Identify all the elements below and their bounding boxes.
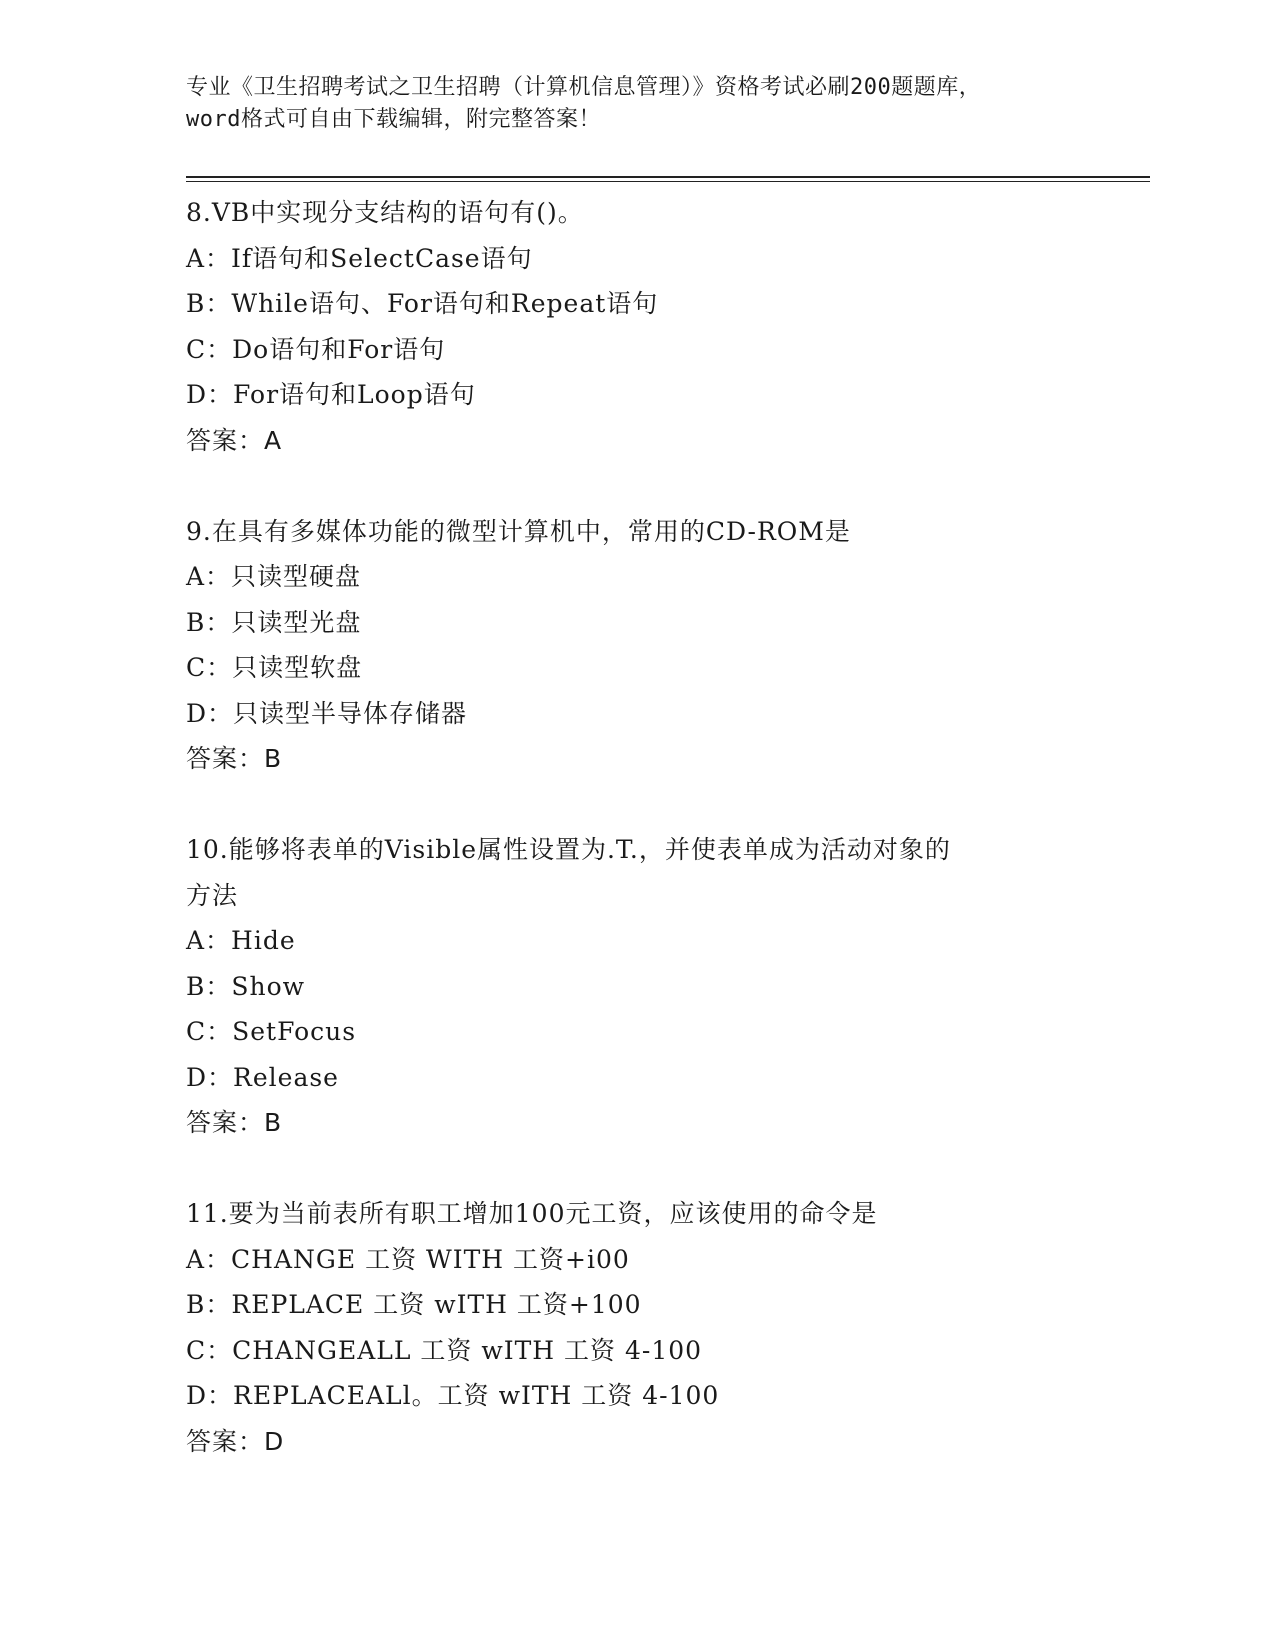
option-b: B：While语句、For语句和Repeat语句 [186, 289, 659, 318]
document-header [186, 72, 1086, 136]
question-block [186, 827, 1086, 1146]
header-line-1: 专业《卫生招聘考试之卫生招聘（计算机信息管理）》资格考试必刷200题题库， [186, 75, 982, 100]
question-text: 11.要为当前表所有职工增加100元工资，应该使用的命令是 [186, 1199, 878, 1228]
answer-text: 答案：D [186, 1426, 285, 1456]
spacer [186, 463, 1086, 509]
question-text-continued: 方法 [186, 880, 239, 910]
option-a: A：只读型硬盘 [186, 562, 362, 591]
spacer [186, 1146, 1086, 1192]
option-a: A：CHANGE 工资 WITH 工资+i00 [186, 1244, 630, 1274]
option-d: D：REPLACEALl。工资 wITH 工资 4-100 [186, 1381, 720, 1410]
header-divider-thin [186, 181, 1150, 182]
question-list [186, 190, 1086, 1464]
option-a: A：Hide [186, 926, 296, 955]
option-b: B：REPLACE 工资 wITH 工资+100 [186, 1290, 642, 1319]
option-d: D：只读型半导体存储器 [186, 698, 468, 728]
option-c: C：Do语句和For语句 [186, 334, 446, 364]
answer-text: 答案：B [186, 744, 283, 773]
question-text: 10.能够将表单的Visible属性设置为.T.，并使表单成为活动对象的 [186, 835, 951, 864]
spacer [186, 782, 1086, 828]
header-divider [186, 176, 1150, 178]
answer-text: 答案：A [186, 425, 283, 455]
option-b: B：Show [186, 971, 306, 1001]
question-text: 9.在具有多媒体功能的微型计算机中，常用的CD-ROM是 [186, 516, 851, 546]
question-text: 8.VB中实现分支结构的语句有()。 [186, 198, 584, 227]
option-c: C：只读型软盘 [186, 653, 363, 682]
question-block [186, 190, 1086, 463]
option-c: C：CHANGEALL 工资 wITH 工资 4-100 [186, 1335, 703, 1365]
option-a: A：If语句和SelectCase语句 [186, 243, 533, 273]
option-d: D：Release [186, 1062, 339, 1092]
question-block [186, 1191, 1086, 1464]
option-c: C：SetFocus [186, 1017, 357, 1046]
header-line-2: word格式可自由下载编辑，附完整答案！ [186, 107, 601, 132]
question-block [186, 509, 1086, 782]
answer-text: 答案：B [186, 1108, 283, 1137]
option-d: D：For语句和Loop语句 [186, 380, 476, 409]
option-b: B：只读型光盘 [186, 607, 362, 637]
